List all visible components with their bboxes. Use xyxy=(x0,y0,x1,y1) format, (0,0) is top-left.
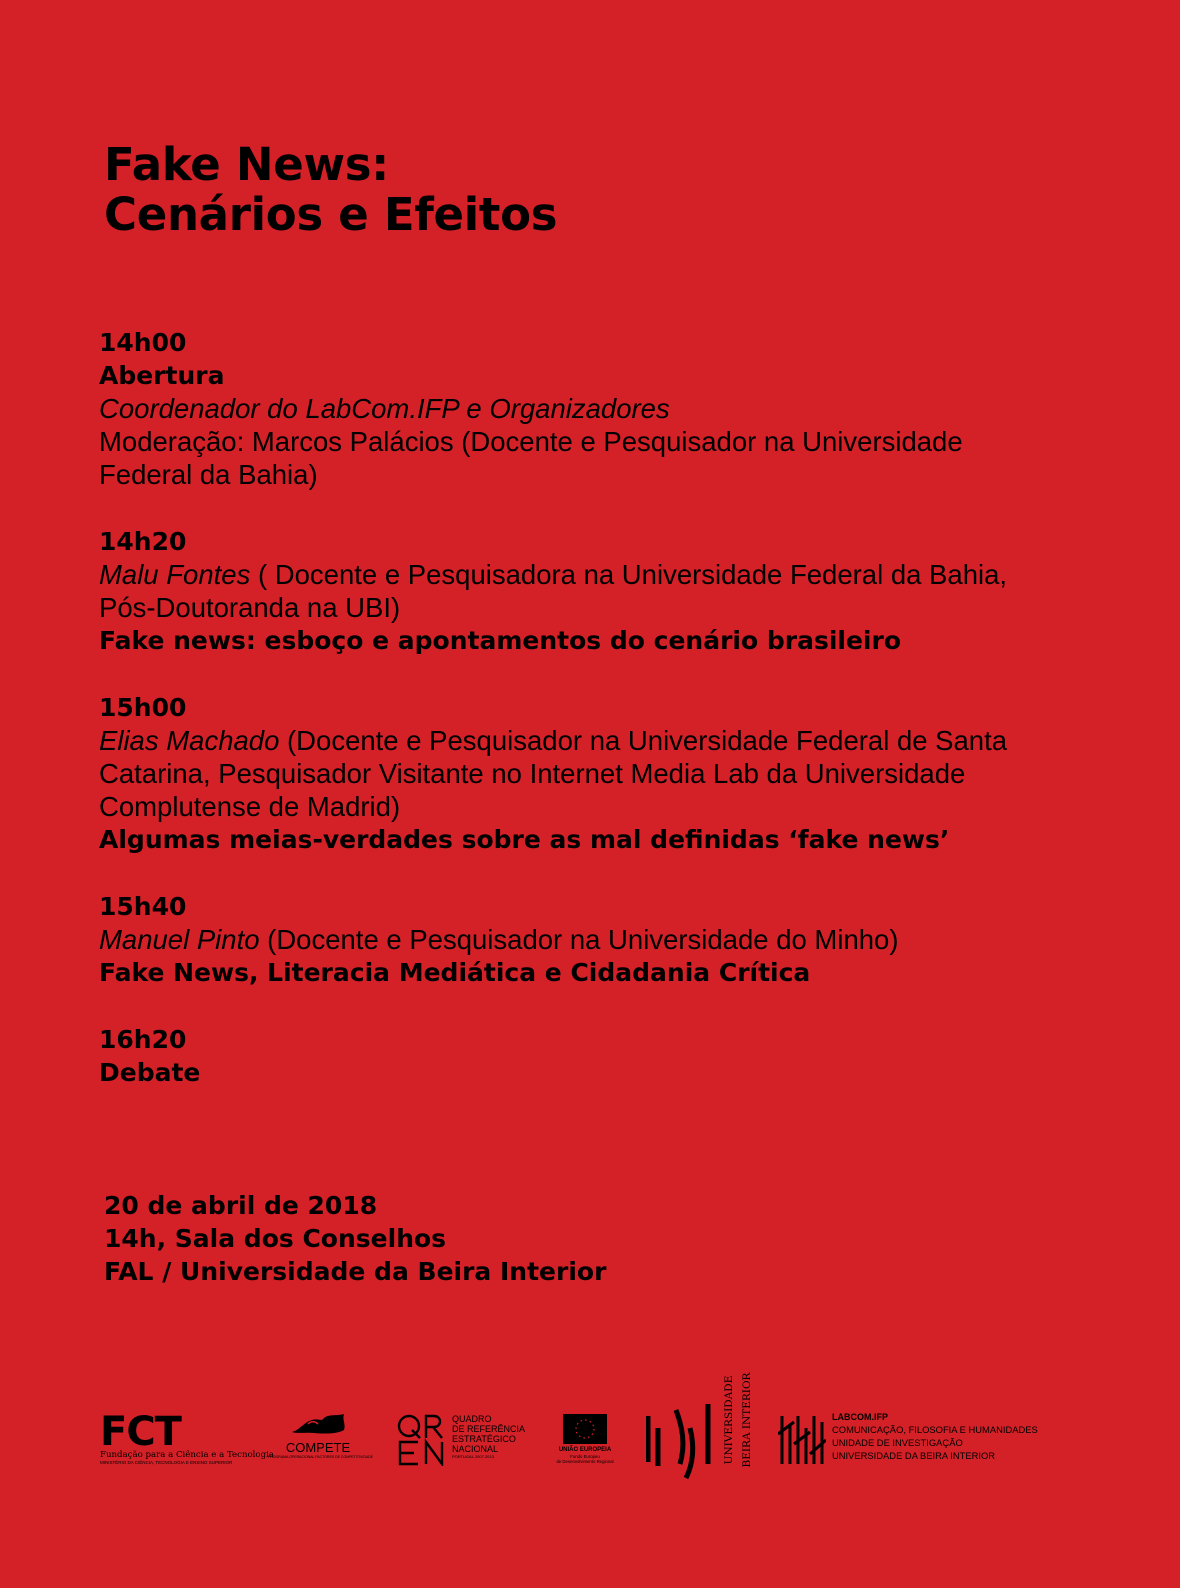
speaker-line xyxy=(99,558,1059,591)
talk-title: Algumas meias-verdades sobre as mal definidas ‘fake news’ xyxy=(99,825,950,854)
labcom-line: UNIVERSIDADE DA BEIRA INTERIOR xyxy=(832,1450,996,1461)
title-line-2: Cenários e Efeitos xyxy=(104,188,558,241)
poster-title xyxy=(104,140,557,240)
event-venue: FAL / Universidade da Beira Interior xyxy=(104,1257,607,1286)
event-info xyxy=(104,1189,606,1288)
labcom-line: UNIDADE DE INVESTIGAÇÃO xyxy=(832,1437,963,1448)
compete-sub: PROGRAMA OPERACIONAL FACTORES DE COMPETITIVIDADE xyxy=(268,1455,374,1459)
compete-bird-icon xyxy=(288,1414,348,1436)
qren-line: QUADRO xyxy=(452,1414,492,1424)
labcom-line: COMUNICAÇÃO, FILOSOFIA E HUMANIDADES xyxy=(832,1424,1038,1435)
title-line-1: Fake News: xyxy=(104,138,389,191)
speaker-affiliation-cont: Catarina, Pesquisador Visitante no Internet Media Lab da Universidade xyxy=(99,758,966,789)
fct-wordmark: FCT xyxy=(100,1409,181,1455)
sponsor-logos xyxy=(100,1372,1040,1482)
ubi-mark-icon xyxy=(646,1404,718,1480)
ubi-logo xyxy=(646,1372,756,1482)
ubi-name: BEIRA INTERIOR xyxy=(741,1372,753,1468)
ubi-vertical-text xyxy=(722,1372,736,1468)
slot-time: 14h00 xyxy=(99,328,187,357)
speaker-affiliation-cont: Complutense de Madrid) xyxy=(99,791,401,822)
speaker-line xyxy=(99,923,1059,956)
slot-time: 15h00 xyxy=(99,693,187,722)
moderation-line-2: Federal da Bahia) xyxy=(99,459,318,490)
qren-line: DE REFERÊNCIA xyxy=(452,1424,526,1434)
labcom-title: LABCOM.IFP xyxy=(832,1412,888,1422)
eu-logo xyxy=(550,1414,620,1464)
speaker-line xyxy=(99,724,1059,757)
qren-text xyxy=(452,1414,525,1459)
compete-logo xyxy=(268,1414,374,1459)
labcom-text xyxy=(832,1412,1038,1462)
event-time-place: 14h, Sala dos Conselhos xyxy=(104,1224,447,1253)
speaker-affiliation: ( Docente e Pesquisadora na Universidade Federal da Bahia, xyxy=(250,559,1008,590)
eu-flag-icon xyxy=(563,1414,607,1444)
slot-time: 15h40 xyxy=(99,892,187,921)
fct-logo xyxy=(100,1409,274,1466)
ubi-name: UNIVERSIDADE xyxy=(723,1375,735,1465)
talk-title: Fake news: esboço e apontamentos do cenário brasileiro xyxy=(99,626,902,655)
speaker-affiliation: (Docente e Pesquisador na Universidade do Minho) xyxy=(259,924,899,955)
speaker-affiliation-cont: Pós-Doutoranda na UBI) xyxy=(99,592,401,623)
fct-name: Fundação para a Ciência e a Tecnologia xyxy=(100,1450,274,1460)
slot-line xyxy=(99,392,1059,425)
fct-ministry: MINISTÉRIO DA CIÊNCIA, TECNOLOGIA E ENSINO SUPERIOR xyxy=(100,1460,233,1465)
ubi-vertical-text xyxy=(740,1372,754,1468)
program-schedule xyxy=(99,326,1059,1123)
speaker-name: Manuel Pinto xyxy=(99,924,260,955)
organizers-text: Coordenador do LabCom.IFP e Organizadores xyxy=(99,393,670,424)
slot-time: 16h20 xyxy=(99,1025,187,1054)
event-date: 20 de abril de 2018 xyxy=(104,1191,378,1220)
qren-footer: PORTUGAL 2007.2013 xyxy=(452,1454,494,1459)
slot-debate xyxy=(99,1023,1059,1089)
slot-malu-fontes xyxy=(99,525,1059,657)
qren-line: ESTRATÉGICO xyxy=(452,1434,516,1444)
qren-line: NACIONAL xyxy=(452,1444,499,1454)
slot-abertura xyxy=(99,326,1059,491)
speaker-name: Elias Machado xyxy=(99,725,280,756)
slot-heading: Abertura xyxy=(99,361,225,390)
slot-heading: Debate xyxy=(99,1058,201,1087)
eu-label: UNIÃO EUROPEIA xyxy=(558,1447,612,1453)
compete-label: COMPETE xyxy=(285,1440,351,1455)
labcom-logo xyxy=(778,1412,1038,1472)
eu-sub: Fundo Europeu xyxy=(570,1454,600,1459)
moderation-line-1: Moderação: Marcos Palácios (Docente e Pesquisador na Universidade xyxy=(99,426,963,457)
qren-logo xyxy=(396,1414,526,1466)
slot-manuel-pinto xyxy=(99,890,1059,989)
slot-elias-machado xyxy=(99,691,1059,856)
slot-time: 14h20 xyxy=(99,527,187,556)
qren-letters-icon xyxy=(396,1414,450,1466)
speaker-affiliation: (Docente e Pesquisador na Universidade Federal de Santa xyxy=(279,725,1008,756)
labcom-mark-icon xyxy=(778,1414,826,1466)
speaker-name: Malu Fontes xyxy=(99,559,251,590)
eu-sub: de Desenvolvimento Regional xyxy=(556,1459,614,1464)
talk-title: Fake News, Literacia Mediática e Cidadania Crítica xyxy=(99,958,811,987)
